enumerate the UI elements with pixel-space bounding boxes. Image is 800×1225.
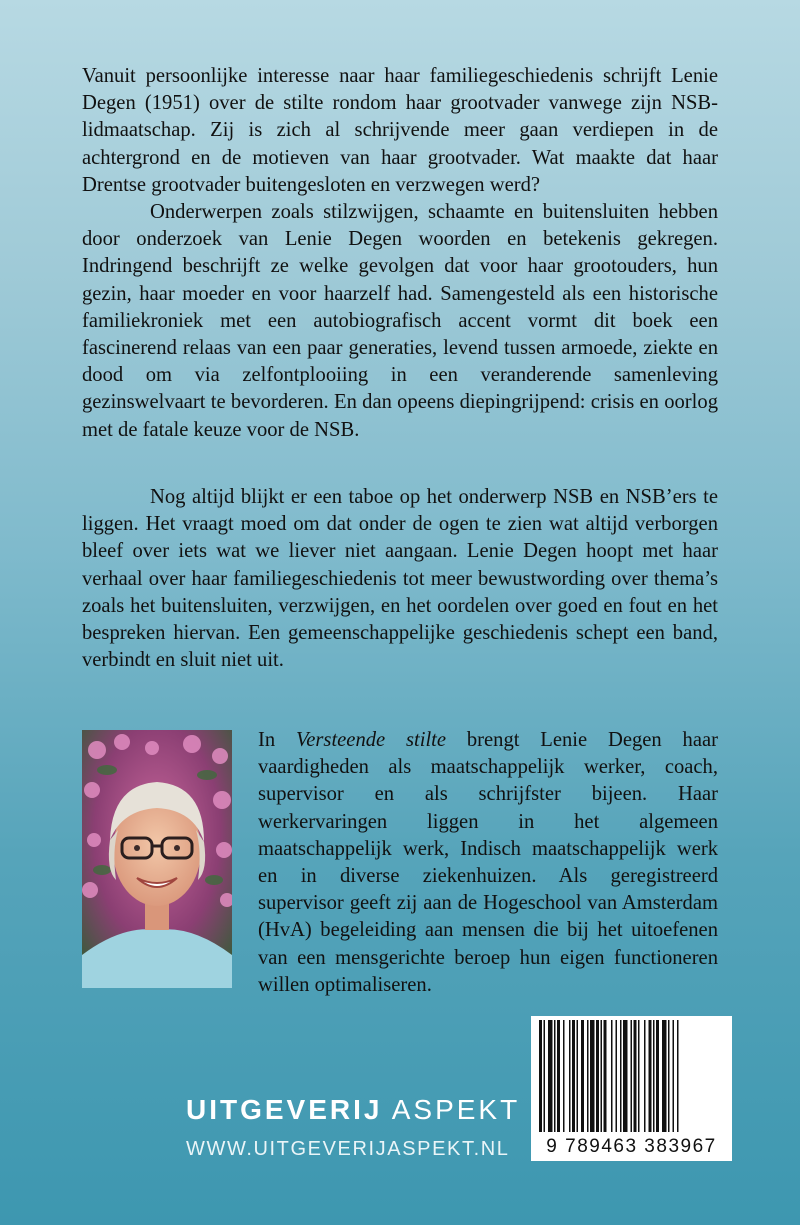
barcode-bar	[544, 1020, 546, 1132]
barcode-bar	[653, 1020, 655, 1132]
publisher-logo	[186, 1094, 521, 1126]
barcode-bar	[577, 1020, 579, 1132]
bio-prefix: In	[258, 729, 296, 751]
barcode-bar	[673, 1020, 675, 1132]
publisher-name-light: ASPEKT	[391, 1094, 521, 1125]
barcode-bar	[539, 1020, 542, 1132]
barcode-bar	[649, 1020, 652, 1132]
blurb-paragraph-3: Nog altijd blijkt er een taboe op het onderwerp NSB en NSB’ers te liggen. Het vraagt moed om dat onder de ogen te zien wat altijd verborgen bleef over iets wat we liever niet aangaan. Lenie Degen hoopt met haar verhaal over haar familiegeschiedenis tot meer bewustwording over thema’s zoals het buitensluiten, verzwijgen, en het oordelen over goed en fout en het bespreken hiervan. Een gemeenschappelijke geschiedenis schept een band, verbindt en sluit niet uit.	[82, 486, 718, 672]
blurb-paragraph-1: Vanuit persoonlijke interesse naar haar familiegeschiedenis schrijft Lenie Degen (1951) over de stilte rondom haar grootvader vanwege zijn NSB-lidmaatschap. Zij is zich al schrijvende meer gaan verdiepen in de achtergrond en de motieven van haar grootvader. Wat maakte dat haar Drentse grootvader buitengesloten en verzwegen werd?	[82, 65, 718, 196]
barcode-bar	[616, 1020, 618, 1132]
book-title: Versteende stilte	[295, 729, 447, 751]
barcode-bar	[569, 1020, 571, 1132]
barcode-bar	[620, 1020, 622, 1132]
barcode-bar	[581, 1020, 584, 1132]
author-bio	[258, 727, 718, 999]
publisher-website: WWW.UITGEVERIJASPEKT.NL	[186, 1138, 510, 1160]
barcode-bar	[668, 1020, 670, 1132]
barcode-bar	[677, 1020, 679, 1132]
barcode-bar	[548, 1020, 553, 1132]
barcode-bar	[634, 1020, 637, 1132]
barcode-bar	[623, 1020, 628, 1132]
barcode-bar	[662, 1020, 667, 1132]
barcode-bar	[557, 1020, 560, 1132]
barcode-bar	[554, 1020, 556, 1132]
barcode-bar	[590, 1020, 595, 1132]
barcode-bar	[644, 1020, 646, 1132]
isbn-number: 9 789463 383967	[546, 1136, 717, 1157]
blurb-paragraph-2: Onderwerpen zoals stilzwijgen, schaamte en buitensluiten hebben door onderzoek van Lenie Degen woorden en betekenis gekregen. Indringend beschrijft ze welke gevolgen dat voor haar grootouders, hun gezin, haar moeder en voor haarzelf had. Samengesteld als een historische familiekroniek met een autobiografisch accent vormt dit boek een fascinerend relaas van een paar generaties, levend tussen armoede, ziekte en dood om via zelfontplooiing in een veranderende samenleving gezinswelvaart te bevorderen. En dan opeens diepingrijpend: crisis en oorlog met de fatale keuze voor de NSB.	[82, 201, 718, 441]
barcode-bars	[531, 1016, 732, 1134]
barcode-bar	[563, 1020, 565, 1132]
barcode-bar	[601, 1020, 603, 1132]
barcode	[531, 1016, 732, 1161]
author-photo	[82, 730, 232, 988]
bio-text: brengt Lenie Degen haar vaardigheden als maatschappelijk werker, coach, supervisor en als schrijfster bijeen. Haar werkervaringen liggen in het algemeen maatschappelijk werk, Indisch maatschappelijk werk en in diverse ziekenhuizen. Als geregistreerd supervisor geeft zij aan de Hogeschool van Amsterdam (HvA) begeleiding aan mensen die bij het uitoefenen van een mensgerichte beroep hun eigen functioneren willen optimaliseren.	[258, 729, 718, 996]
barcode-bar	[611, 1020, 613, 1132]
barcode-bar	[638, 1020, 640, 1132]
barcode-bar	[587, 1020, 589, 1132]
publisher-name-bold: UITGEVERIJ	[186, 1094, 383, 1125]
barcode-bar	[596, 1020, 599, 1132]
barcode-bar	[604, 1020, 607, 1132]
barcode-bar	[656, 1020, 659, 1132]
barcode-bar	[572, 1020, 575, 1132]
barcode-bar	[631, 1020, 633, 1132]
